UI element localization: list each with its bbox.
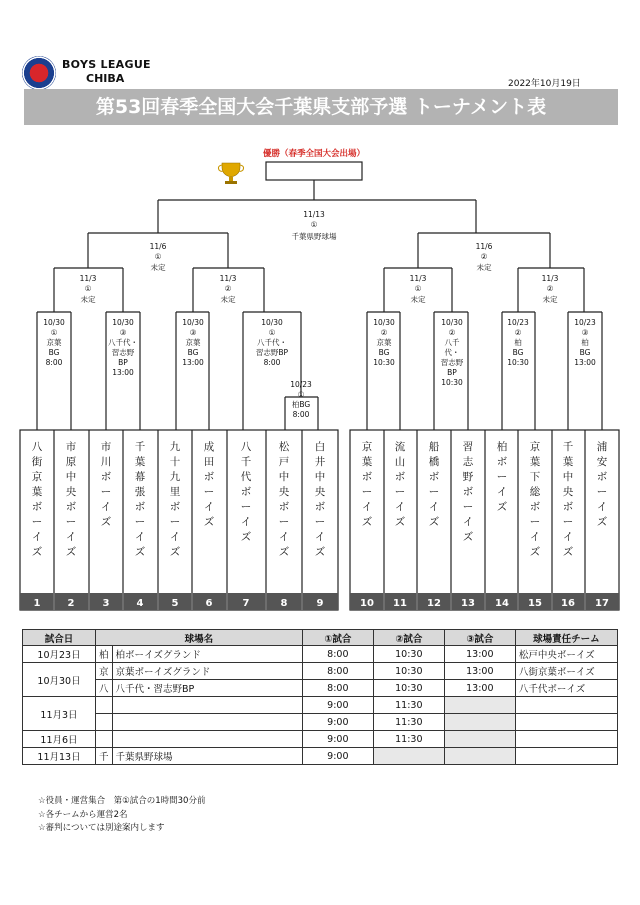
team-name-14-char: ズ <box>496 501 508 513</box>
team-name-15-char: イ <box>529 531 541 543</box>
team-name-5-char: ボ <box>169 501 181 513</box>
round1-match-5-line: 柏BG <box>291 400 311 409</box>
team-name-12-char: 船 <box>428 441 440 453</box>
round1-match-4-line: 八千代・ <box>257 338 287 347</box>
row-team: 松戸中央ボーイズ <box>515 646 617 663</box>
team-name-4-char: 幕 <box>134 471 146 483</box>
row-g3: 13:00 <box>444 663 515 680</box>
team-name-5-char: 九 <box>169 471 181 483</box>
team-name-3-char: 市 <box>100 441 112 453</box>
team-name-13-char: ボ <box>462 486 474 498</box>
round1-match-8-line: BG <box>512 348 524 357</box>
row-venue: 京葉ボーイズグランド <box>112 663 302 680</box>
team-number-13: 13 <box>461 598 475 609</box>
row-team: 八街京葉ボーイズ <box>515 663 617 680</box>
team-name-11-char: イ <box>394 501 406 513</box>
round1-match-1-line: 10/30 <box>43 318 65 327</box>
team-name-7-char: 八 <box>240 441 252 453</box>
row-g1: 8:00 <box>302 646 373 663</box>
final-venue: 千葉県野球場 <box>291 232 337 241</box>
qf4-game: ② <box>546 284 554 293</box>
row-venue <box>112 731 302 748</box>
team-name-2-char: 原 <box>65 456 77 468</box>
row-g1: 9:00 <box>302 697 373 714</box>
note-item: ☆審判については別途案内します <box>38 823 165 833</box>
semi1-venue: 未定 <box>150 263 166 272</box>
team-name-13-char: 志 <box>462 456 474 468</box>
qf1-date: 11/3 <box>79 274 97 283</box>
team-name-5-char: 九 <box>169 441 181 453</box>
team-number-9: 9 <box>316 598 324 609</box>
team-name-17-char: 安 <box>596 456 608 468</box>
team-name-11-char: ズ <box>394 516 406 528</box>
qf2-date: 11/3 <box>219 274 237 283</box>
team-number-16: 16 <box>561 598 575 609</box>
round1-match-4-line: 習志野BP <box>255 348 289 357</box>
team-name-10-char: 京 <box>361 441 373 453</box>
row-g1: 9:00 <box>302 748 373 765</box>
champion-box <box>266 162 362 180</box>
team-name-1-char: ズ <box>31 546 43 558</box>
team-name-6-char: 成 <box>203 441 215 453</box>
table-row <box>23 731 618 748</box>
team-name-4-char: ボ <box>134 501 146 513</box>
team-name-15-char: 総 <box>529 486 541 498</box>
team-name-17-char: ボ <box>596 471 608 483</box>
team-name-10-char: ズ <box>361 516 373 528</box>
team-number-5: 5 <box>171 598 179 609</box>
team-name-17-char: 浦 <box>596 441 608 453</box>
team-number-6: 6 <box>205 598 213 609</box>
team-name-2-char: ボ <box>65 501 77 513</box>
round1-match-9-line: 柏 <box>581 338 589 347</box>
schedule-header-row <box>23 630 618 646</box>
team-name-3-char: 川 <box>100 456 112 468</box>
round1-match-2-line: 八千代・ <box>108 338 138 347</box>
team-name-2-char: 央 <box>65 486 77 498</box>
team-name-8-char: ズ <box>278 546 290 558</box>
final-date: 11/13 <box>303 210 325 219</box>
qf1-game: ① <box>84 284 92 293</box>
note-item: ☆役員・運営集合 第①試合の1時間30分前 <box>38 796 206 806</box>
team-name-17-char: ズ <box>596 516 608 528</box>
qf3-date: 11/3 <box>409 274 427 283</box>
table-row <box>23 748 618 765</box>
row-g2: 10:30 <box>373 646 444 663</box>
team-name-13-char: ズ <box>462 531 474 543</box>
row-g1: 9:00 <box>302 731 373 748</box>
row-mark <box>96 714 113 731</box>
table-row <box>23 714 618 731</box>
round1-match-7-line: 習志野 <box>440 358 464 367</box>
team-name-9-char: 央 <box>314 486 326 498</box>
team-name-15-char: 京 <box>529 441 541 453</box>
qf4-date: 11/3 <box>541 274 559 283</box>
team-name-16-char: ズ <box>562 546 574 558</box>
row-venue: 千葉県野球場 <box>112 748 302 765</box>
team-name-16-char: 中 <box>562 471 574 483</box>
round1-match-7-line: 代・ <box>444 348 460 357</box>
row-venue <box>112 697 302 714</box>
qf4-venue: 未定 <box>542 295 558 304</box>
round1-match-4-line: 8:00 <box>263 358 281 367</box>
team-name-8-char: ー <box>278 516 290 528</box>
row-team <box>515 697 617 714</box>
row-mark <box>96 697 113 714</box>
round1-match-3-line: 10/30 <box>182 318 204 327</box>
row-venue <box>112 714 302 731</box>
team-name-1-char: ボ <box>31 501 43 513</box>
round1-match-6-line: 京葉 <box>376 338 392 347</box>
team-name-4-char: イ <box>134 531 146 543</box>
team-name-7-char: 千 <box>240 456 252 468</box>
team-name-4-char: ズ <box>134 546 146 558</box>
team-number-10: 10 <box>360 598 374 609</box>
col-game1: ①試合 <box>302 630 373 646</box>
team-name-9-char: 白 <box>314 441 326 453</box>
table-row <box>23 646 618 663</box>
round1-match-6-line: 10:30 <box>373 358 395 367</box>
team-name-11-char: ボ <box>394 471 406 483</box>
table-row <box>23 663 618 680</box>
row-g3 <box>444 748 515 765</box>
round1-match-2-line: 10/30 <box>112 318 134 327</box>
row-team: 八千代ボーイズ <box>515 680 617 697</box>
team-number-11: 11 <box>393 598 407 609</box>
row-venue: 八千代・習志野BP <box>112 680 302 697</box>
team-name-9-char: 井 <box>314 456 326 468</box>
team-name-15-char: ズ <box>529 546 541 558</box>
round1-match-2-line: ③ <box>119 328 127 337</box>
team-name-6-char: 田 <box>203 456 215 468</box>
team-name-6-char: ボ <box>203 471 215 483</box>
row-g2: 11:30 <box>373 731 444 748</box>
round1-match-6-line: 10/30 <box>373 318 395 327</box>
team-name-16-char: ー <box>562 516 574 528</box>
semi1-date: 11/6 <box>149 242 167 251</box>
round1-match-6-line: BG <box>378 348 390 357</box>
row-g3 <box>444 714 515 731</box>
row-team <box>515 714 617 731</box>
round1-match-7-line: 八千 <box>444 338 460 347</box>
col-date: 試合日 <box>23 630 96 646</box>
team-name-13-char: 野 <box>462 471 474 483</box>
team-name-4-char: 千 <box>134 441 146 453</box>
row-date: 10月23日 <box>23 646 96 663</box>
team-number-3: 3 <box>102 598 110 609</box>
round1-match-7-line: BP <box>447 368 457 377</box>
team-name-10-char: ボ <box>361 471 373 483</box>
round1-match-8-line: 10/23 <box>507 318 529 327</box>
trophy-icon <box>218 163 243 184</box>
team-name-16-char: イ <box>562 531 574 543</box>
row-g2: 10:30 <box>373 680 444 697</box>
round1-match-1-line: BG <box>48 348 60 357</box>
round1-match-1-line: 京葉 <box>46 338 62 347</box>
round1-match-5-line: ① <box>297 390 305 399</box>
row-g1: 8:00 <box>302 680 373 697</box>
round1-match-4-line: 10/30 <box>261 318 283 327</box>
team-name-1-char: 街 <box>31 456 43 468</box>
team-name-10-char: ー <box>361 486 373 498</box>
qf3-venue: 未定 <box>410 295 426 304</box>
team-name-14-char: ボ <box>496 456 508 468</box>
final-game: ① <box>310 220 318 229</box>
row-g1: 8:00 <box>302 663 373 680</box>
team-name-3-char: ズ <box>100 516 112 528</box>
round1-match-3-line: 京葉 <box>185 338 201 347</box>
qf1-venue: 未定 <box>80 295 96 304</box>
row-mark: 八 <box>96 680 113 697</box>
round1-match-9-line: 10/23 <box>574 318 596 327</box>
team-name-7-char: イ <box>240 516 252 528</box>
team-name-6-char: ズ <box>203 516 215 528</box>
row-mark: 京 <box>96 663 113 680</box>
team-name-10-char: イ <box>361 501 373 513</box>
team-name-15-char: 下 <box>529 471 541 483</box>
team-number-2: 2 <box>67 598 75 609</box>
row-g3: 13:00 <box>444 646 515 663</box>
team-name-1-char: イ <box>31 531 43 543</box>
round1-match-1-line: 8:00 <box>45 358 63 367</box>
row-date: 11月13日 <box>23 748 96 765</box>
round1-match-7-line: ② <box>448 328 456 337</box>
semi2-venue: 未定 <box>476 263 492 272</box>
round1-match-8-line: 10:30 <box>507 358 529 367</box>
round1-match-3-line: ③ <box>189 328 197 337</box>
team-name-2-char: ー <box>65 516 77 528</box>
round1-match-8-line: ② <box>514 328 522 337</box>
note-item: ☆各チームから運営2名 <box>38 809 128 820</box>
team-name-15-char: ー <box>529 516 541 528</box>
round1-match-4-line: ① <box>268 328 276 337</box>
team-name-1-char: 京 <box>31 471 43 483</box>
team-name-4-char: 葉 <box>134 456 146 468</box>
team-name-11-char: 山 <box>394 456 406 468</box>
table-row <box>23 697 618 714</box>
row-g2: 11:30 <box>373 714 444 731</box>
team-name-6-char: イ <box>203 501 215 513</box>
team-number-15: 15 <box>528 598 542 609</box>
table-row <box>23 680 618 697</box>
team-name-8-char: 央 <box>278 486 290 498</box>
qf2-venue: 未定 <box>220 295 236 304</box>
team-name-9-char: ー <box>314 516 326 528</box>
team-name-7-char: ズ <box>240 531 252 543</box>
col-game3: ③試合 <box>444 630 515 646</box>
team-name-6-char: ー <box>203 486 215 498</box>
semi2-game: ② <box>480 252 488 261</box>
team-number-14: 14 <box>495 598 509 609</box>
team-name-16-char: 央 <box>562 486 574 498</box>
team-name-3-char: ー <box>100 486 112 498</box>
team-name-11-char: ー <box>394 486 406 498</box>
team-name-5-char: 十 <box>169 456 181 468</box>
team-name-3-char: イ <box>100 501 112 513</box>
brand-line1: BOYS LEAGUE <box>62 58 151 71</box>
col-responsible-team: 球場責任チーム <box>515 630 617 646</box>
team-name-14-char: 柏 <box>496 441 508 453</box>
qf2-game: ② <box>224 284 232 293</box>
round1-match-8-line: 柏 <box>514 338 522 347</box>
team-name-16-char: ボ <box>562 501 574 513</box>
team-name-5-char: イ <box>169 531 181 543</box>
team-name-12-char: イ <box>428 501 440 513</box>
team-name-9-char: ズ <box>314 546 326 558</box>
team-name-2-char: イ <box>65 531 77 543</box>
round1-match-9-line: 13:00 <box>574 358 596 367</box>
team-name-10-char: 葉 <box>361 456 373 468</box>
team-name-7-char: 代 <box>240 471 252 483</box>
issue-date: 2022年10月19日 <box>508 79 581 89</box>
round1-match-2-line: BP <box>118 358 128 367</box>
schedule-table <box>22 629 618 765</box>
team-number-1: 1 <box>33 598 41 609</box>
team-name-4-char: 張 <box>134 486 146 498</box>
qf3-game: ① <box>414 284 422 293</box>
row-date: 11月6日 <box>23 731 96 748</box>
round1-match-3-line: BG <box>187 348 199 357</box>
round1-match-3-line: 13:00 <box>182 358 204 367</box>
team-name-16-char: 葉 <box>562 456 574 468</box>
team-number-17: 17 <box>595 598 609 609</box>
team-name-14-char: ー <box>496 471 508 483</box>
round1-match-5-line: 10/23 <box>290 380 312 389</box>
team-name-9-char: イ <box>314 531 326 543</box>
team-name-8-char: 中 <box>278 471 290 483</box>
round1-match-9-line: BG <box>579 348 591 357</box>
team-name-2-char: 中 <box>65 471 77 483</box>
team-name-1-char: 八 <box>31 441 43 453</box>
team-name-8-char: 戸 <box>278 456 290 468</box>
row-mark: 千 <box>96 748 113 765</box>
row-g2: 10:30 <box>373 663 444 680</box>
team-name-4-char: ー <box>134 516 146 528</box>
team-number-4: 4 <box>136 598 144 609</box>
team-name-1-char: ー <box>31 516 43 528</box>
team-name-9-char: ボ <box>314 501 326 513</box>
team-number-12: 12 <box>427 598 441 609</box>
row-team <box>515 731 617 748</box>
team-name-8-char: ボ <box>278 501 290 513</box>
team-name-16-char: 千 <box>562 441 574 453</box>
team-name-13-char: 習 <box>462 441 474 453</box>
team-name-17-char: イ <box>596 501 608 513</box>
team-number-8: 8 <box>280 598 288 609</box>
row-g3: 13:00 <box>444 680 515 697</box>
team-name-15-char: ボ <box>529 501 541 513</box>
team-name-12-char: 橋 <box>428 456 440 468</box>
team-name-13-char: イ <box>462 516 474 528</box>
team-number-7: 7 <box>242 598 250 609</box>
notes <box>38 795 205 836</box>
col-game2: ②試合 <box>373 630 444 646</box>
team-name-2-char: ズ <box>65 546 77 558</box>
team-name-8-char: イ <box>278 531 290 543</box>
row-team <box>515 748 617 765</box>
team-name-2-char: 市 <box>65 441 77 453</box>
team-name-12-char: ズ <box>428 516 440 528</box>
team-name-8-char: 松 <box>278 441 290 453</box>
semi1-game: ① <box>154 252 162 261</box>
semi2-date: 11/6 <box>475 242 493 251</box>
team-name-5-char: ー <box>169 516 181 528</box>
team-name-17-char: ー <box>596 486 608 498</box>
brand-line2: CHIBA <box>86 72 125 85</box>
team-name-14-char: イ <box>496 486 508 498</box>
row-mark <box>96 731 113 748</box>
team-name-15-char: 葉 <box>529 456 541 468</box>
team-names <box>32 440 608 558</box>
row-g1: 9:00 <box>302 714 373 731</box>
round1-match-2-line: 習志野 <box>111 348 135 357</box>
team-name-1-char: 葉 <box>31 486 43 498</box>
round1-match-5-line: 8:00 <box>292 410 310 419</box>
team-name-9-char: 中 <box>314 471 326 483</box>
round1-match-6-line: ② <box>380 328 388 337</box>
team-name-7-char: ー <box>240 501 252 513</box>
col-venue: 球場名 <box>96 630 303 646</box>
round1-match-7-line: 10:30 <box>441 378 463 387</box>
team-name-3-char: ボ <box>100 471 112 483</box>
round1-labels <box>43 318 596 419</box>
row-g2 <box>373 748 444 765</box>
team-name-12-char: ボ <box>428 471 440 483</box>
round1-match-2-line: 13:00 <box>112 368 134 377</box>
row-g3 <box>444 731 515 748</box>
row-date: 11月3日 <box>23 697 96 731</box>
round1-match-1-line: ① <box>50 328 58 337</box>
row-venue: 柏ボーイズグランド <box>112 646 302 663</box>
row-mark: 柏 <box>96 646 113 663</box>
team-name-5-char: 里 <box>169 486 181 498</box>
team-name-13-char: ー <box>462 501 474 513</box>
team-name-5-char: ズ <box>169 546 181 558</box>
round1-match-7-line: 10/30 <box>441 318 463 327</box>
row-g2: 11:30 <box>373 697 444 714</box>
page-title: 第53回春季全国大会千葉県支部予選 トーナメント表 <box>95 96 547 118</box>
team-name-7-char: ボ <box>240 486 252 498</box>
round1-match-9-line: ③ <box>581 328 589 337</box>
team-name-11-char: 流 <box>394 441 406 453</box>
row-g3 <box>444 697 515 714</box>
champion-label: 優勝（春季全国大会出場） <box>262 149 366 159</box>
row-date: 10月30日 <box>23 663 96 697</box>
team-name-12-char: ー <box>428 486 440 498</box>
